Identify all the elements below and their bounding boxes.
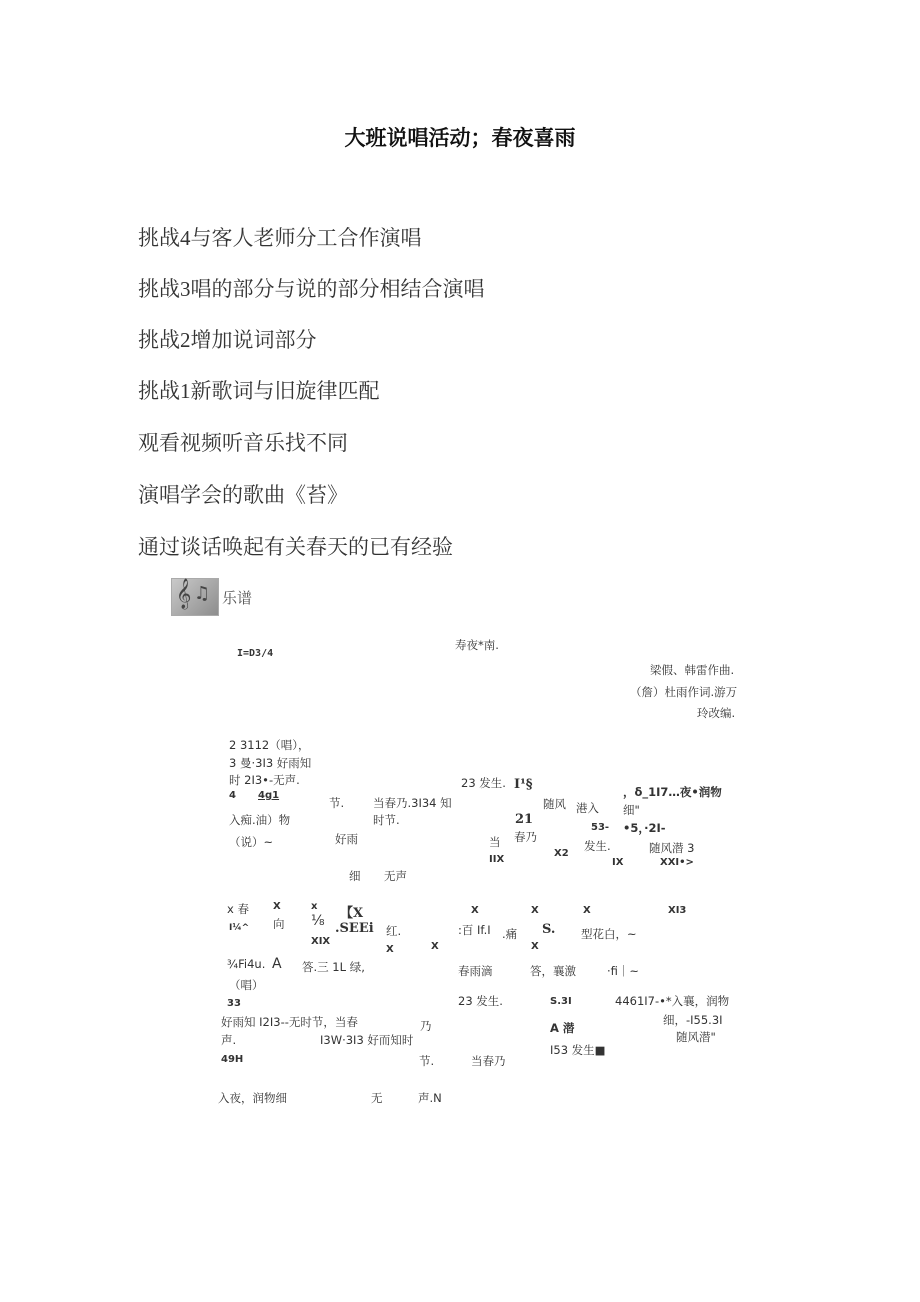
score-fragment: X xyxy=(273,901,281,912)
score-fragment: S. xyxy=(542,922,556,937)
step-challenge-4: 挑战4与客人老师分工合作演唱 xyxy=(138,226,422,250)
score-fragment: 时 2I3•-无声. xyxy=(229,773,300,787)
score-fragment: .SEEi xyxy=(335,921,374,936)
step-challenge-2: 挑战2增加说词部分 xyxy=(138,328,317,352)
score-fragment: 向 xyxy=(273,917,285,931)
score-fragment: 33 xyxy=(227,998,241,1009)
score-fragment: 声.N xyxy=(418,1091,442,1105)
score-fragment: 23 发生. xyxy=(461,776,506,790)
score-key: I=D3/4 xyxy=(237,648,274,659)
score-fragment: 细，-I55.3I xyxy=(663,1013,723,1027)
score-fragment: I¹§ xyxy=(514,777,533,792)
score-fragment: 型花白，~ xyxy=(581,927,637,941)
score-fragment: :百 If.I xyxy=(458,923,491,937)
music-notes-icon: 𝄞 ♫ xyxy=(171,578,219,616)
score-fragment: IX xyxy=(612,857,624,868)
score-fragment: I3W·3I3 好而知时 xyxy=(320,1033,414,1047)
score-fragment: ，δ_1I7…夜•润物 xyxy=(623,785,722,799)
score-fragment: X2 xyxy=(554,848,569,859)
score-fragment: 港入 xyxy=(576,801,599,815)
step-challenge-1: 挑战1新歌词与旧旋律匹配 xyxy=(138,379,380,403)
score-fragment: 红. xyxy=(386,924,402,938)
score-fragment: IIX xyxy=(489,854,505,865)
score-fragment: X xyxy=(531,905,539,916)
score-fragment: ⅛ xyxy=(311,913,325,929)
score-fragment: x xyxy=(311,901,318,912)
step-watch-video: 观看视频听音乐找不同 xyxy=(138,431,348,455)
score-fragment: 当 xyxy=(489,835,501,849)
score-fragment: 无声 xyxy=(384,869,407,883)
score-fragment: 53- xyxy=(591,822,610,833)
score-fragment: x 春 xyxy=(227,902,249,916)
score-fragment: I¼^ xyxy=(229,923,250,933)
score-fragment: X xyxy=(583,905,591,916)
score-fragment: S.3I xyxy=(550,996,572,1007)
score-lyricist: （詹）杜雨作词.游万 xyxy=(630,685,738,699)
score-fragment: 入痴.油）物 xyxy=(229,813,291,827)
score-fragment: A 潜 xyxy=(550,1021,575,1035)
score-fragment: 21 xyxy=(515,812,534,827)
score-fragment: ¾Fi4u. xyxy=(227,957,266,971)
score-fragment: XIX xyxy=(311,936,331,947)
score-fragment: 春雨滴 xyxy=(458,964,493,978)
score-fragment: 随风潜" xyxy=(676,1030,716,1044)
score-fragment: 声. xyxy=(221,1033,237,1047)
score-fragment: A xyxy=(272,956,282,972)
score-arranger: 玲改编. xyxy=(697,706,736,720)
page-title: 大班说唱活动；春夜喜雨 xyxy=(344,125,576,150)
score-fragment: XXI•> xyxy=(660,857,694,868)
score-fragment: 发生. xyxy=(584,839,611,853)
score-fragment: 答，襄激 xyxy=(530,964,576,978)
score-fragment: .痛 xyxy=(502,927,518,941)
step-talk-spring: 通过谈话唤起有关春天的已有经验 xyxy=(138,535,453,559)
score-fragment: X xyxy=(386,944,394,955)
score-fragment: XI3 xyxy=(668,905,687,916)
score-fragment: 乃 xyxy=(420,1019,432,1033)
score-fragment: 细 xyxy=(349,869,361,883)
score-fragment: ·fi｜~ xyxy=(607,964,640,978)
score-fragment: 随风 xyxy=(543,797,566,811)
score-fragment: 4 xyxy=(229,790,236,801)
score-fragment: 好雨知 I2I3--无时节，当春 xyxy=(221,1015,358,1029)
score-fragment: 春乃 xyxy=(514,830,537,844)
score-fragment: X xyxy=(531,941,539,952)
score-fragment: 细" xyxy=(623,803,640,817)
score-fragment: （唱） xyxy=(229,978,264,992)
score-fragment: 4g1 xyxy=(258,790,280,801)
score-fragment: 49H xyxy=(221,1054,244,1065)
score-fragment: 4461I7-•*入襄，润物 xyxy=(615,994,730,1008)
score-fragment: 2 3112（唱）， xyxy=(229,738,310,752)
score-fragment: 23 发生. xyxy=(458,994,503,1008)
score-label: 乐谱 xyxy=(222,589,253,607)
score-fragment: I53 发生■ xyxy=(550,1043,606,1057)
score-fragment: X xyxy=(471,905,479,916)
score-fragment: 节. xyxy=(329,796,345,810)
score-fragment: （说）~ xyxy=(229,835,274,849)
score-fragment: 答.三 1L 绿, xyxy=(302,960,365,974)
score-fragment: 当春乃 xyxy=(471,1054,506,1068)
step-sing-song: 演唱学会的歌曲《苔》 xyxy=(138,483,348,507)
score-fragment: 【X xyxy=(340,906,364,921)
score-fragment: 好雨 xyxy=(335,832,358,846)
score-song-title: 寿夜*南. xyxy=(455,638,499,652)
step-challenge-3: 挑战3唱的部分与说的部分相结合演唱 xyxy=(138,277,485,301)
score-fragment: 3 曼·3I3 好雨知 xyxy=(229,756,312,770)
score-composer: 梁假、韩雷作曲. xyxy=(650,663,735,677)
score-fragment: X xyxy=(431,941,439,952)
score-fragment: •5，·2I- xyxy=(623,821,666,835)
score-fragment: 无 xyxy=(371,1091,383,1105)
score-fragment: 时节. xyxy=(373,813,400,827)
score-fragment: 随风潜 3 xyxy=(649,841,695,855)
score-fragment: 当春乃.3I34 知 xyxy=(373,796,452,810)
score-fragment: 节. xyxy=(419,1054,435,1068)
score-fragment: 入夜，润物细 xyxy=(218,1091,287,1105)
